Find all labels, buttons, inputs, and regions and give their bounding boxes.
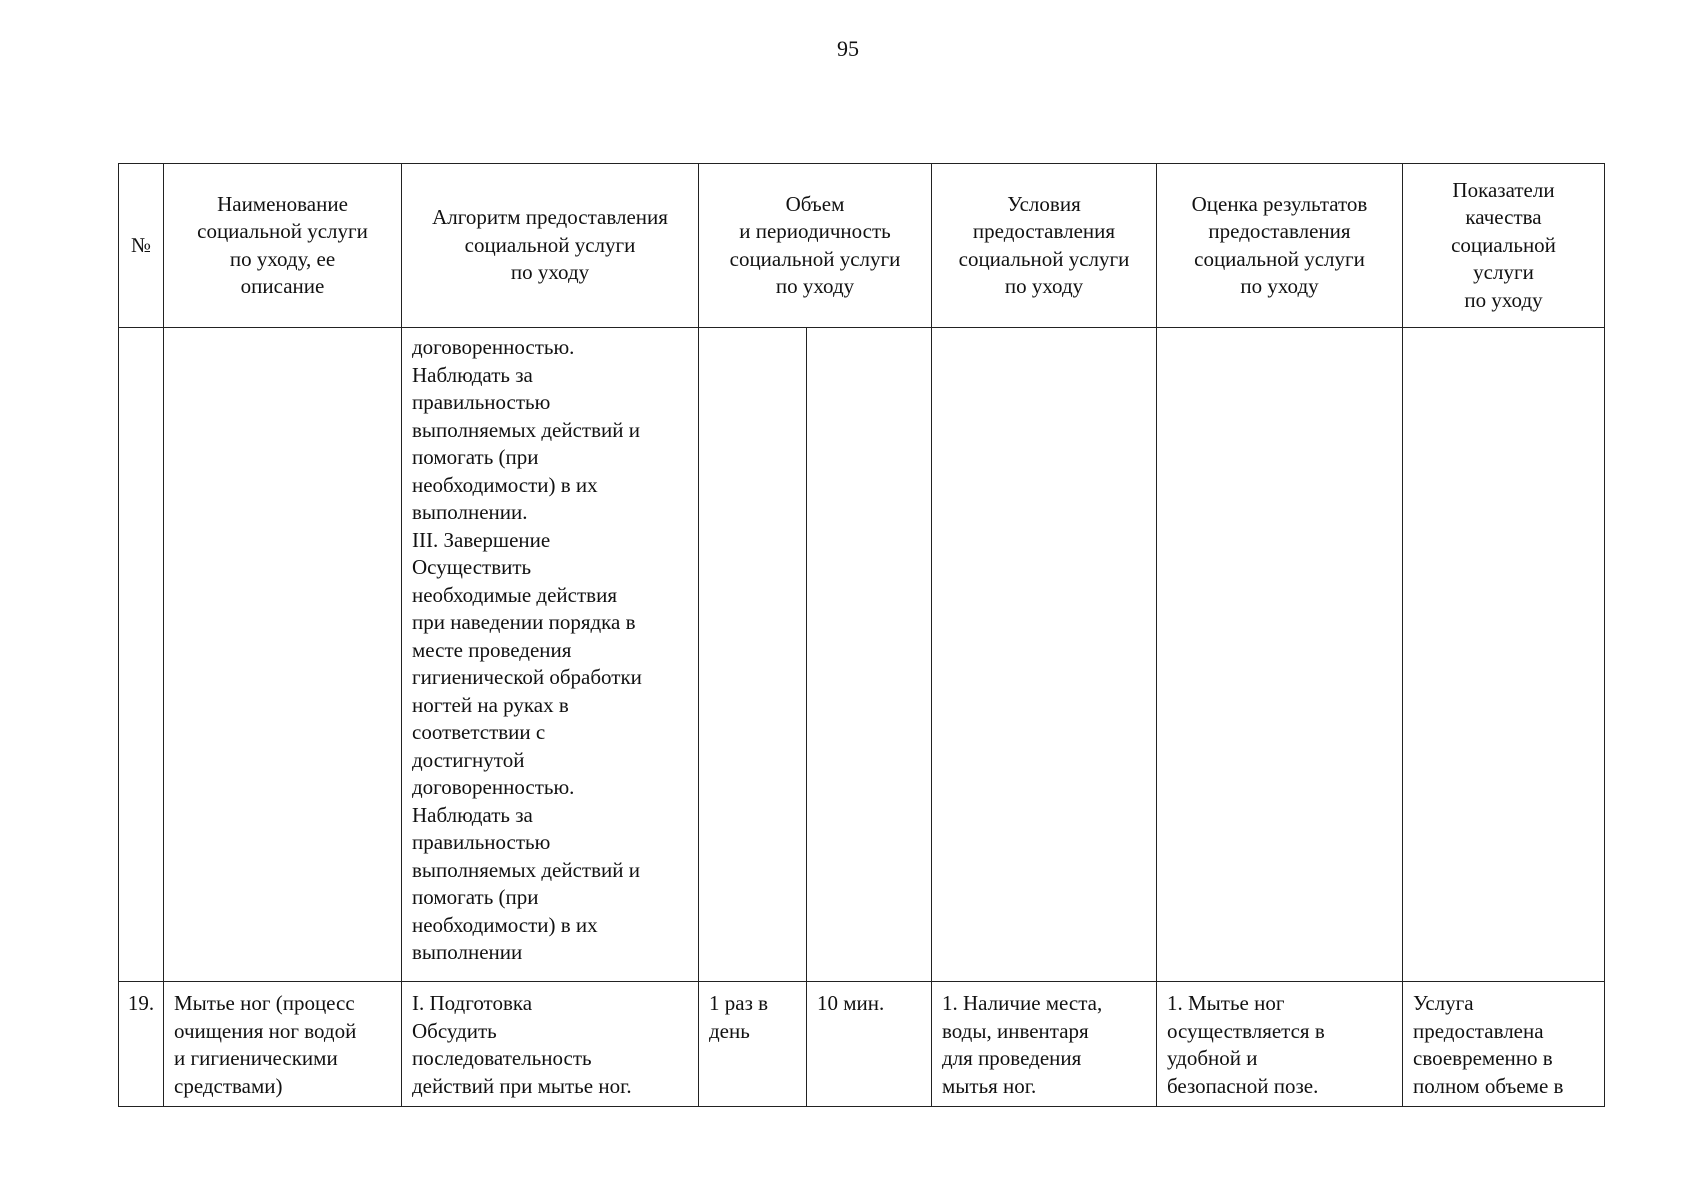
header-service-name: Наименование социальной услуги по уходу, ее описание: [164, 164, 402, 328]
cell-evaluation: 1. Мытье ног осуществляется в удобной и безопасной позе.: [1157, 982, 1403, 1107]
cell-periodicity: [699, 328, 807, 982]
header-conditions: Условия предоставления социальной услуги по уходу: [932, 164, 1157, 328]
cell-conditions: [932, 328, 1157, 982]
cell-quality: Услуга предоставлена своевременно в полном объеме в: [1403, 982, 1605, 1107]
cell-number: [119, 328, 164, 982]
cell-duration: 10 мин.: [807, 982, 932, 1107]
cell-quality: [1403, 328, 1605, 982]
cell-service-name: [164, 328, 402, 982]
cell-evaluation: [1157, 328, 1403, 982]
cell-duration: [807, 328, 932, 982]
page-number: 95: [837, 36, 859, 61]
table-row-continuation: [119, 328, 1605, 982]
header-algorithm: Алгоритм предоставления социальной услуги по уходу: [402, 164, 699, 328]
cell-periodicity: 1 раз в день: [699, 982, 807, 1107]
header-volume-periodicity: Объем и периодичность социальной услуги по уходу: [699, 164, 932, 328]
cell-service-name: Мытье ног (процесс очищения ног водой и гигиеническими средствами): [164, 982, 402, 1107]
cell-conditions: 1. Наличие места, воды, инвентаря для проведения мытья ног.: [932, 982, 1157, 1107]
services-table: [118, 163, 1605, 1107]
cell-algorithm: договоренностью. Наблюдать за правильностью выполняемых действий и помогать (при необходимости) в их выполнении. III. Завершение Осуществить необходимые действия при наведении порядка в месте проведения гигиенической обработки ногтей на руках в соответствии с достигнутой договоренностью. Наблюдать за правильностью выполняемых действий и помогать (при необходимости) в их выполнении: [402, 328, 699, 982]
header-number: №: [119, 164, 164, 328]
cell-algorithm: I. Подготовка Обсудить последовательность действий при мытье ног.: [402, 982, 699, 1107]
table-row-19: [119, 982, 1605, 1107]
header-quality-indicators: Показатели качества социальной услуги по уходу: [1403, 164, 1605, 328]
header-evaluation: Оценка результатов предоставления социальной услуги по уходу: [1157, 164, 1403, 328]
cell-number: 19.: [119, 982, 164, 1107]
table-header-row: [119, 164, 1605, 328]
